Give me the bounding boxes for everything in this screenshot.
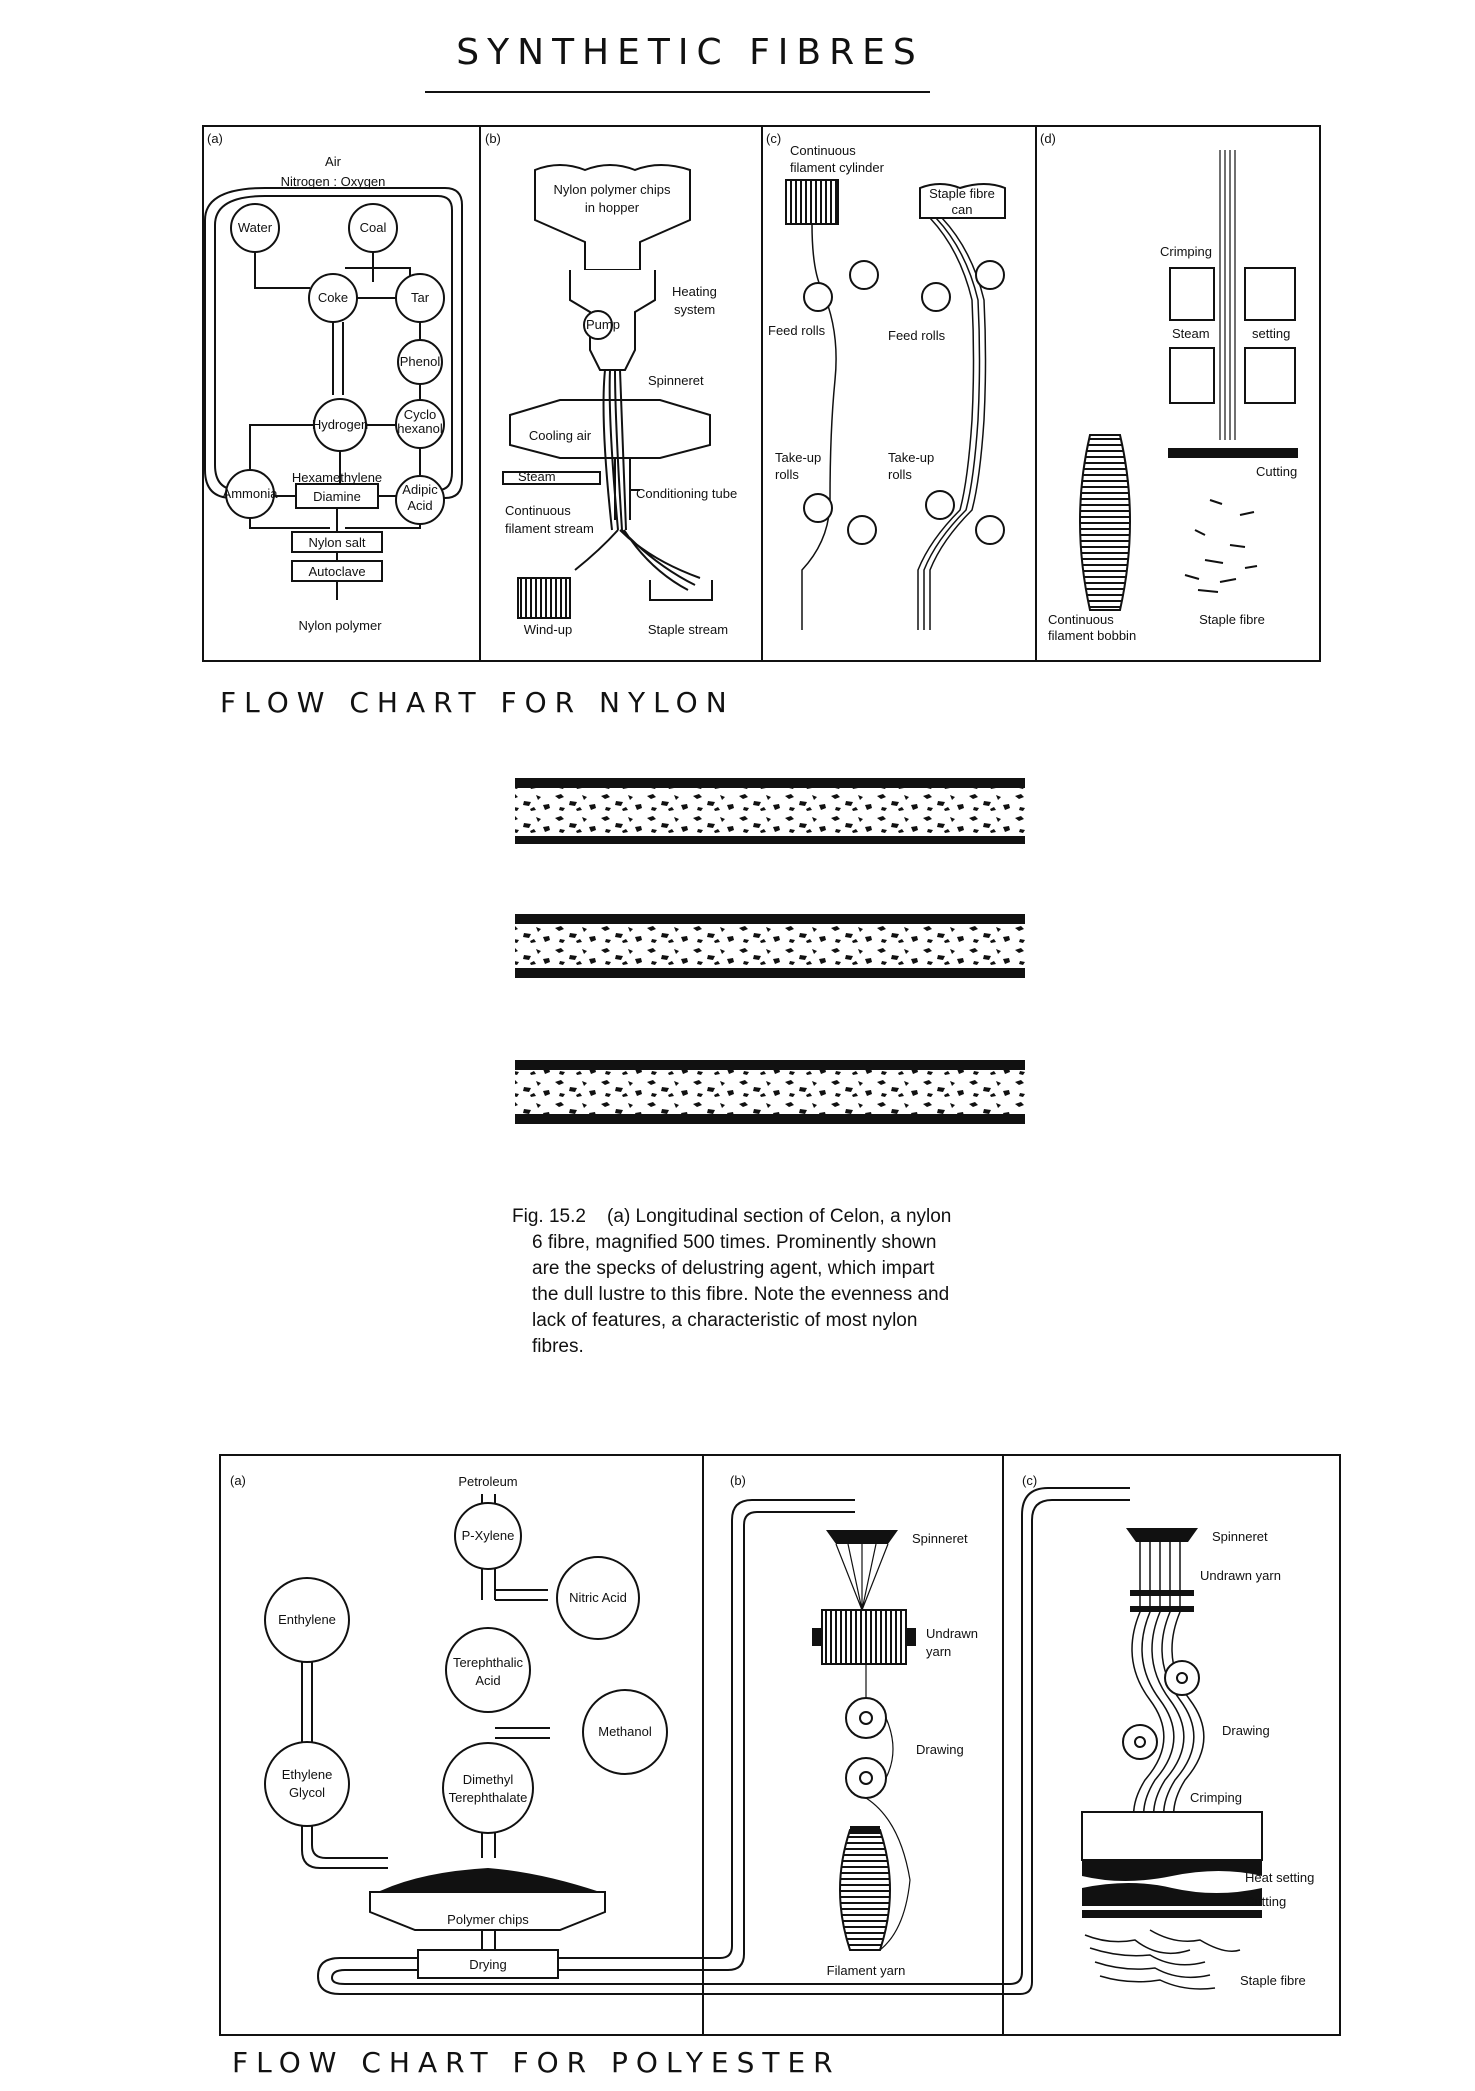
filament-cylinder bbox=[786, 180, 838, 224]
caption-line-5: lack of features, a characteristic of most nylon bbox=[532, 1310, 918, 1331]
label-feed-rolls-left: Feed rolls bbox=[768, 323, 826, 338]
wind-up-spool bbox=[518, 578, 570, 618]
polymer-chips-heap bbox=[378, 1868, 600, 1892]
cutter-c bbox=[1082, 1910, 1262, 1918]
label-takeup-left-1: Take-up bbox=[775, 450, 822, 465]
label-can-1: Staple fibre bbox=[929, 186, 995, 201]
nylon-panel-d bbox=[1040, 131, 1298, 643]
feed-roll-right-1 bbox=[922, 283, 950, 311]
spinneret-c bbox=[1126, 1528, 1198, 1542]
polyester-panel-b bbox=[730, 1473, 978, 1978]
label-drawing-c: Drawing bbox=[1222, 1723, 1270, 1738]
draw-roll-b-2 bbox=[846, 1758, 886, 1798]
label-diamine: Diamine bbox=[313, 489, 361, 504]
fibre-section-1-bottom-edge bbox=[515, 836, 1025, 844]
label-enthylene: Enthylene bbox=[278, 1612, 336, 1627]
staple-fan bbox=[575, 530, 700, 590]
nylon-panel-b bbox=[485, 131, 737, 637]
caption-line-1: Fig. 15.2 (a) Longitudinal section of Celon, a nylon bbox=[512, 1206, 952, 1227]
heat-setting-chamber bbox=[1082, 1860, 1262, 1906]
label-bobbin-2: filament bobbin bbox=[1048, 628, 1137, 643]
nylon-panel-c bbox=[766, 131, 1005, 630]
nylon-panel-a bbox=[205, 131, 462, 633]
label-spinneret-c: Spinneret bbox=[1212, 1529, 1268, 1544]
label-undrawn-b-1: Undrawn bbox=[926, 1626, 979, 1641]
label-can-2: can bbox=[951, 202, 973, 217]
polyester-b-tag: (b) bbox=[730, 1473, 746, 1488]
label-cooling-air: Cooling air bbox=[528, 428, 592, 443]
label-staple-fibre-d: Staple fibre bbox=[1199, 612, 1265, 627]
takeup-roll-right-2 bbox=[976, 516, 1004, 544]
label-setting: setting bbox=[1252, 326, 1291, 341]
feed-roll-left-1 bbox=[804, 283, 832, 311]
tow-strands bbox=[1220, 150, 1235, 440]
polyester-flow-chart bbox=[220, 1455, 1340, 2035]
label-cyclo: Cyclo bbox=[403, 407, 437, 422]
nylon-b-tag: (b) bbox=[485, 131, 501, 146]
spool-flange-right-b bbox=[906, 1628, 916, 1646]
nylon-a-nitrogen-oxygen: Nitrogen : Oxygen bbox=[280, 174, 386, 189]
label-wind-up: Wind-up bbox=[523, 622, 573, 637]
node-dimethyl-terephthalate bbox=[443, 1743, 533, 1833]
label-hexanol: hexanol bbox=[397, 421, 443, 436]
figure-caption bbox=[512, 1206, 951, 1357]
feed-roll-right-2 bbox=[976, 261, 1004, 289]
label-petroleum: Petroleum bbox=[458, 1474, 518, 1489]
staple-tray bbox=[650, 580, 712, 600]
label-chips-1: Nylon polymer chips bbox=[553, 182, 671, 197]
label-continuous-2: filament stream bbox=[505, 521, 594, 536]
label-staple-fibre-c: Staple fibre bbox=[1240, 1973, 1306, 1988]
crimp-box-left-1 bbox=[1170, 268, 1214, 320]
label-tere-2: Acid bbox=[475, 1673, 501, 1688]
undrawn-spool-b bbox=[822, 1610, 906, 1664]
cutter-blade bbox=[1168, 448, 1298, 458]
label-heating-1: Heating bbox=[672, 284, 717, 299]
node-ethylene-glycol bbox=[265, 1742, 349, 1826]
label-takeup-right-1: Take-up bbox=[888, 450, 935, 465]
label-staple-stream: Staple stream bbox=[647, 622, 729, 637]
nylon-c-tag: (c) bbox=[766, 131, 782, 146]
label-bobbin-1: Continuous bbox=[1048, 612, 1114, 627]
node-terephthalic-acid bbox=[446, 1628, 530, 1712]
spool-flange-left-b bbox=[812, 1628, 822, 1646]
label-nylon-salt: Nylon salt bbox=[308, 535, 366, 550]
nylon-heading: FLOW CHART FOR NYLON bbox=[220, 686, 735, 719]
label-tere-1: Terephthalic bbox=[452, 1655, 524, 1670]
label-spinneret-b: Spinneret bbox=[912, 1531, 968, 1546]
label-eg-2: Glycol bbox=[288, 1785, 326, 1800]
label-heating-2: system bbox=[674, 302, 716, 317]
hopper bbox=[535, 165, 690, 270]
label-drawing-b: Drawing bbox=[916, 1742, 964, 1757]
label-adipic: Adipic bbox=[402, 482, 438, 497]
caption-line-3: are the specks of delustring agent, which impart bbox=[532, 1258, 935, 1279]
crimp-box-right-1 bbox=[1245, 268, 1295, 320]
label-crimping-c: Crimping bbox=[1190, 1790, 1243, 1805]
label-eg-1: Ethylene bbox=[281, 1767, 333, 1782]
label-acid: Acid bbox=[407, 498, 433, 513]
label-continuous-1: Continuous bbox=[505, 503, 571, 518]
takeup-roll-left-1 bbox=[804, 494, 832, 522]
crimp-box-c bbox=[1082, 1812, 1262, 1860]
chips-to-drying bbox=[482, 1930, 495, 1950]
label-dmt-2: Terephthalate bbox=[448, 1790, 528, 1805]
label-cutting-c: Cutting bbox=[1245, 1894, 1287, 1909]
label-feed-rolls-right: Feed rolls bbox=[888, 328, 946, 343]
label-p-xylene: P-Xylene bbox=[461, 1528, 515, 1543]
label-takeup-right-2: rolls bbox=[888, 467, 912, 482]
label-cyl-1: Continuous bbox=[790, 143, 856, 158]
fibre-section-1 bbox=[515, 780, 1025, 844]
fibre-section-3-top-edge bbox=[515, 1060, 1025, 1070]
staple-fibre-pile-c bbox=[1085, 1930, 1240, 1989]
label-chips-2: in hopper bbox=[584, 200, 640, 215]
feed-roll-left-2 bbox=[850, 261, 878, 289]
label-undrawn-b-2: yarn bbox=[926, 1644, 952, 1659]
label-takeup-left-2: rolls bbox=[775, 467, 799, 482]
caption-line-4: the dull lustre to this fibre. Note the evenness and bbox=[532, 1284, 950, 1305]
bobbin-cap-b bbox=[850, 1826, 880, 1834]
fibre-section-2-bottom-edge bbox=[515, 968, 1025, 978]
nylon-a-tag: (a) bbox=[207, 131, 223, 146]
label-crimping: Crimping bbox=[1160, 244, 1213, 259]
takeup-roll-left-2 bbox=[848, 516, 876, 544]
takeup-roll-right-1 bbox=[926, 491, 954, 519]
nylon-flow-chart bbox=[203, 126, 1320, 661]
label-undrawn-yarn-c: Undrawn yarn bbox=[1200, 1568, 1281, 1583]
label-spinneret: Spinneret bbox=[648, 373, 704, 388]
label-conditioning-tube: Conditioning tube bbox=[636, 486, 738, 501]
polyester-c-tag: (c) bbox=[1022, 1473, 1038, 1488]
fibre-section-1-top-edge bbox=[515, 778, 1025, 788]
label-coal: Coal bbox=[359, 220, 387, 235]
label-heat-setting: Heat setting bbox=[1245, 1870, 1315, 1885]
label-coke: Coke bbox=[317, 290, 349, 305]
fibre-section-3-bottom-edge bbox=[515, 1114, 1025, 1124]
label-nitric-acid: Nitric Acid bbox=[569, 1590, 627, 1605]
label-ammonia: Ammonia bbox=[222, 486, 278, 501]
right-strand bbox=[918, 218, 986, 630]
label-hydrogen: Hydrogen bbox=[311, 417, 369, 432]
caption-line-6: fibres. bbox=[532, 1336, 584, 1357]
fibre-micrograph bbox=[515, 778, 1025, 1124]
label-hexamethylene: Hexamethylene bbox=[291, 470, 383, 485]
crimp-box-left-2 bbox=[1170, 348, 1214, 403]
draw-roll-c-2 bbox=[1123, 1725, 1157, 1759]
label-filament-yarn: Filament yarn bbox=[826, 1963, 906, 1978]
label-drying: Drying bbox=[469, 1957, 507, 1972]
page-title: SYNTHETIC FIBRES bbox=[456, 32, 924, 73]
label-cyl-2: filament cylinder bbox=[790, 160, 884, 175]
nylon-a-air: Air bbox=[325, 154, 341, 169]
label-water: Water bbox=[237, 220, 273, 235]
polyester-panel-c bbox=[1022, 1473, 1314, 1989]
draw-roll-b-1 bbox=[846, 1698, 886, 1738]
spinneret-b bbox=[826, 1530, 898, 1544]
label-steam-d: Steam bbox=[1172, 326, 1210, 341]
label-methanol: Methanol bbox=[598, 1724, 652, 1739]
label-dmt-1: Dimethyl bbox=[462, 1772, 514, 1787]
filament-bobbin bbox=[1080, 435, 1130, 610]
label-nylon-polymer: Nylon polymer bbox=[298, 618, 382, 633]
label-pump: Pump bbox=[586, 317, 620, 332]
label-polymer-chips: Polymer chips bbox=[447, 1912, 529, 1927]
label-autoclave: Autoclave bbox=[308, 564, 366, 579]
label-cutting: Cutting bbox=[1256, 464, 1298, 479]
filament-cone-b bbox=[836, 1544, 888, 1610]
polyester-a-tag: (a) bbox=[230, 1473, 246, 1488]
label-steam: Steam bbox=[518, 469, 556, 484]
crimp-box-right-2 bbox=[1245, 348, 1295, 403]
polyester-heading: FLOW CHART FOR POLYESTER bbox=[232, 2046, 841, 2079]
filament-yarn-bobbin bbox=[840, 1830, 890, 1950]
nylon-d-tag: (d) bbox=[1040, 131, 1056, 146]
fibre-section-3 bbox=[515, 1062, 1025, 1122]
label-tar: Tar bbox=[410, 290, 430, 305]
polyester-panel-a bbox=[230, 1473, 1130, 1994]
fibre-section-2-top-edge bbox=[515, 914, 1025, 924]
caption-line-2: 6 fibre, magnified 500 times. Prominently shown bbox=[532, 1232, 937, 1253]
label-phenol: Phenol bbox=[399, 354, 441, 369]
draw-roll-c-1 bbox=[1165, 1661, 1199, 1695]
staple-flakes bbox=[1185, 500, 1257, 592]
